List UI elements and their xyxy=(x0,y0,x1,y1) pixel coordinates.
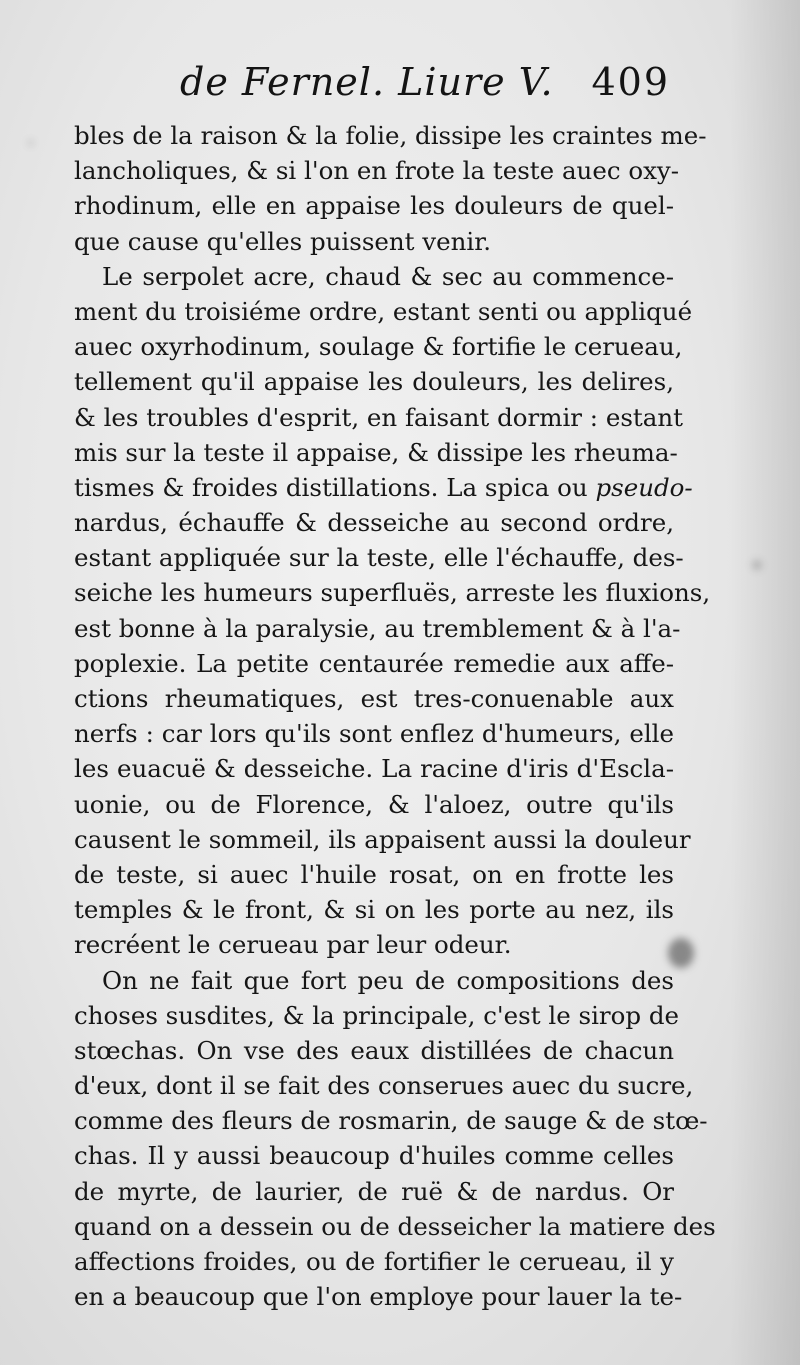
text-line: en a beaucoup que l'on employe pour lauer la te- xyxy=(74,1282,683,1312)
ink-stain xyxy=(752,560,762,570)
text-line: stœchas. On vse des eaux distillées de chacun xyxy=(74,1035,674,1065)
text-line: auec oxyrhodinum, soulage & fortifie le cerueau, xyxy=(74,332,683,362)
text-line: On ne fait que fort peu de compositions des xyxy=(102,965,674,995)
text-line: bles de la raison & la folie, dissipe les craintes me- xyxy=(74,121,707,150)
text-line: Le serpolet acre, chaud & sec au commence- xyxy=(102,261,674,291)
text-line: nerfs : car lors qu'ils sont enflez d'humeurs, elle xyxy=(74,719,674,749)
running-title: de Fernel. Liure V. xyxy=(180,60,554,104)
text-line: de myrte, de laurier, de ruë & de nardus. Or xyxy=(74,1176,674,1206)
text-line: lancholiques, & si l'on en frote la teste auec oxy- xyxy=(74,156,680,186)
page-edge-shadow xyxy=(730,0,800,1365)
text-line: uonie, ou de Florence, & l'aloez, outre qu'ils xyxy=(74,789,674,819)
text-line: d'eux, dont il se fait des conserues auec du sucre, xyxy=(74,1071,694,1101)
text-line: seiche les humeurs superfluës, arreste les fluxions, xyxy=(74,578,711,608)
text-line: quand on a dessein ou de desseicher la matiere des xyxy=(74,1211,716,1241)
text-line: temples & le front, & si on les porte au nez, ils xyxy=(74,895,674,925)
text-line: comme des fleurs de rosmarin, de sauge & de stœ- xyxy=(74,1106,708,1136)
text-line: affections froides, ou de fortifier le cerueau, il y xyxy=(74,1247,674,1276)
page-header xyxy=(180,60,670,124)
text-line: que cause qu'elles puissent venir. xyxy=(74,226,492,256)
italic-word: pseudo- xyxy=(595,472,693,502)
body-text xyxy=(74,118,716,1314)
text-line: recréent le cerueau par leur odeur. xyxy=(74,930,512,960)
text-line: ment du troisiéme ordre, estant senti ou appliqué xyxy=(74,296,693,326)
text-line: de teste, si auec l'huile rosat, on en frotte les xyxy=(74,859,674,889)
text-line: est bonne à la paralysie, au tremblement & à l'a- xyxy=(74,613,681,643)
text-line: les euacuë & desseiche. La racine d'iris d'Escla- xyxy=(74,754,674,784)
text-line: mis sur la teste il appaise, & dissipe les rheuma- xyxy=(74,437,678,467)
text-line: poplexie. La petite centaurée remedie aux affe- xyxy=(74,648,674,678)
text-line: choses susdites, & la principale, c'est le sirop de xyxy=(74,1000,680,1030)
text-line: rhodinum, elle en appaise les douleurs de quel- xyxy=(74,191,674,221)
ink-stain xyxy=(28,140,34,146)
page-number: 409 xyxy=(591,60,670,104)
text-line: ctions rheumatiques, est tres-conuenable aux xyxy=(74,684,674,713)
text-line: estant appliquée sur la teste, elle l'échauffe, des- xyxy=(74,543,684,573)
text-line-main: tismes & froides distillations. La spica ou xyxy=(74,472,588,502)
text-line: nardus, échauffe & desseiche au second ordre, xyxy=(74,508,674,538)
text-line xyxy=(74,470,693,505)
text-line: tellement qu'il appaise les douleurs, les delires, xyxy=(74,367,674,397)
text-line: chas. Il y aussi beaucoup d'huiles comme celles xyxy=(74,1141,674,1171)
text-line: & les troubles d'esprit, en faisant dormir : estant xyxy=(74,402,683,432)
text-line: causent le sommeil, ils appaisent aussi la douleur xyxy=(74,824,691,854)
